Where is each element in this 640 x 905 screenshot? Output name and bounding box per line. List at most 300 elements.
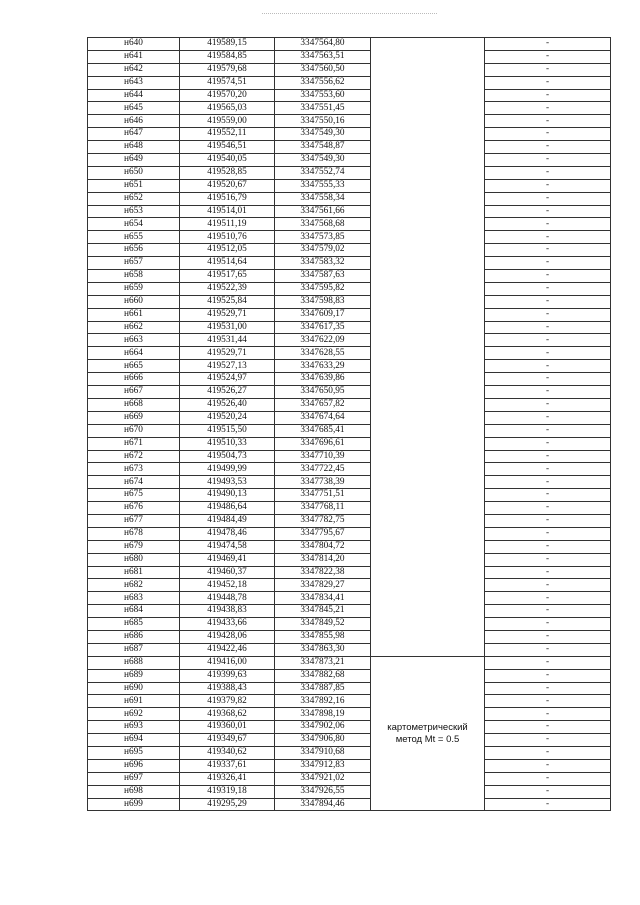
table-row [88,450,611,463]
table-row [88,553,611,566]
y-coordinate-cell: 3347563,51 [275,50,371,63]
note-cell: - [485,514,611,527]
y-coordinate-cell: 3347906,80 [275,734,371,747]
point-id-cell: н663 [88,334,180,347]
y-coordinate-cell: 3347598,83 [275,295,371,308]
table-row [88,398,611,411]
point-id-cell: н652 [88,192,180,205]
note-cell: - [485,373,611,386]
table-row [88,205,611,218]
point-id-cell: н660 [88,295,180,308]
point-id-cell: н658 [88,270,180,283]
point-id-cell: н680 [88,553,180,566]
y-coordinate-cell: 3347751,51 [275,489,371,502]
method-cell [371,38,485,657]
y-coordinate-cell: 3347738,39 [275,476,371,489]
table-row [88,669,611,682]
y-coordinate-cell: 3347834,41 [275,592,371,605]
note-cell: - [485,347,611,360]
table-row [88,540,611,553]
note-cell: - [485,579,611,592]
point-id-cell: н656 [88,244,180,257]
table-row [88,682,611,695]
note-cell: - [485,321,611,334]
note-cell: - [485,630,611,643]
point-id-cell: н683 [88,592,180,605]
note-cell: - [485,592,611,605]
note-cell: - [485,179,611,192]
point-id-cell: н678 [88,527,180,540]
point-id-cell: н643 [88,76,180,89]
table-row [88,618,611,631]
point-id-cell: н653 [88,205,180,218]
table-row [88,38,611,51]
x-coordinate-cell: 419511,19 [180,218,275,231]
point-id-cell: н675 [88,489,180,502]
x-coordinate-cell: 419529,71 [180,308,275,321]
y-coordinate-cell: 3347829,27 [275,579,371,592]
x-coordinate-cell: 419514,01 [180,205,275,218]
y-coordinate-cell: 3347628,55 [275,347,371,360]
table-row [88,231,611,244]
point-id-cell: н657 [88,257,180,270]
y-coordinate-cell: 3347898,19 [275,708,371,721]
point-id-cell: н677 [88,514,180,527]
point-id-cell: н671 [88,437,180,450]
table-row [88,759,611,772]
point-id-cell: н697 [88,772,180,785]
x-coordinate-cell: 419490,13 [180,489,275,502]
y-coordinate-cell: 3347595,82 [275,282,371,295]
y-coordinate-cell: 3347804,72 [275,540,371,553]
point-id-cell: н650 [88,166,180,179]
x-coordinate-cell: 419531,44 [180,334,275,347]
x-coordinate-cell: 419526,27 [180,386,275,399]
x-coordinate-cell: 419524,97 [180,373,275,386]
table-row [88,141,611,154]
table-row [88,605,611,618]
table-row [88,63,611,76]
point-id-cell: н644 [88,89,180,102]
table-row [88,373,611,386]
x-coordinate-cell: 419452,18 [180,579,275,592]
table-row [88,579,611,592]
y-coordinate-cell: 3347650,95 [275,386,371,399]
x-coordinate-cell: 419438,83 [180,605,275,618]
note-cell: - [485,605,611,618]
point-id-cell: н684 [88,605,180,618]
table-row [88,721,611,734]
y-coordinate-cell: 3347722,45 [275,463,371,476]
table-row [88,514,611,527]
table-row [88,76,611,89]
x-coordinate-cell: 419540,05 [180,154,275,167]
x-coordinate-cell: 419514,64 [180,257,275,270]
point-id-cell: н668 [88,398,180,411]
table-row [88,244,611,257]
table-row [88,798,611,811]
note-cell: - [485,334,611,347]
note-cell: - [485,231,611,244]
point-id-cell: н662 [88,321,180,334]
table-row [88,308,611,321]
point-id-cell: н665 [88,360,180,373]
y-coordinate-cell: 3347845,21 [275,605,371,618]
note-cell: - [485,553,611,566]
note-cell: - [485,695,611,708]
y-coordinate-cell: 3347887,85 [275,682,371,695]
y-coordinate-cell: 3347814,20 [275,553,371,566]
table-row [88,102,611,115]
x-coordinate-cell: 419388,43 [180,682,275,695]
point-id-cell: н642 [88,63,180,76]
table-row [88,257,611,270]
x-coordinate-cell: 419433,66 [180,618,275,631]
note-cell: - [485,437,611,450]
point-id-cell: н695 [88,746,180,759]
table-row [88,746,611,759]
y-coordinate-cell: 3347863,30 [275,643,371,656]
table-row [88,360,611,373]
x-coordinate-cell: 419565,03 [180,102,275,115]
point-id-cell: н646 [88,115,180,128]
point-id-cell: н696 [88,759,180,772]
point-id-cell: н698 [88,785,180,798]
table-row [88,166,611,179]
note-cell: - [485,746,611,759]
note-cell: - [485,669,611,682]
table-row [88,785,611,798]
y-coordinate-cell: 3347553,60 [275,89,371,102]
y-coordinate-cell: 3347685,41 [275,424,371,437]
y-coordinate-cell: 3347912,83 [275,759,371,772]
x-coordinate-cell: 419531,00 [180,321,275,334]
x-coordinate-cell: 419337,61 [180,759,275,772]
x-coordinate-cell: 419559,00 [180,115,275,128]
point-id-cell: н685 [88,618,180,631]
table-row [88,411,611,424]
y-coordinate-cell: 3347910,68 [275,746,371,759]
x-coordinate-cell: 419448,78 [180,592,275,605]
point-id-cell: н682 [88,579,180,592]
note-cell: - [485,734,611,747]
y-coordinate-cell: 3347873,21 [275,656,371,669]
x-coordinate-cell: 419528,85 [180,166,275,179]
x-coordinate-cell: 419360,01 [180,721,275,734]
table-row [88,592,611,605]
x-coordinate-cell: 419525,84 [180,295,275,308]
y-coordinate-cell: 3347579,02 [275,244,371,257]
point-id-cell: н669 [88,411,180,424]
y-coordinate-cell: 3347849,52 [275,618,371,631]
table-row [88,179,611,192]
point-id-cell: н648 [88,141,180,154]
table-row [88,566,611,579]
y-coordinate-cell: 3347609,17 [275,308,371,321]
note-cell: - [485,772,611,785]
y-coordinate-cell: 3347617,35 [275,321,371,334]
table-row [88,656,611,669]
x-coordinate-cell: 419579,68 [180,63,275,76]
note-cell: - [485,166,611,179]
y-coordinate-cell: 3347573,85 [275,231,371,244]
x-coordinate-cell: 419295,29 [180,798,275,811]
x-coordinate-cell: 419510,33 [180,437,275,450]
point-id-cell: н686 [88,630,180,643]
point-id-cell: н687 [88,643,180,656]
note-cell: - [485,450,611,463]
note-cell: - [485,257,611,270]
x-coordinate-cell: 419570,20 [180,89,275,102]
note-cell: - [485,502,611,515]
x-coordinate-cell: 419379,82 [180,695,275,708]
y-coordinate-cell: 3347550,16 [275,115,371,128]
note-cell: - [485,115,611,128]
note-cell: - [485,708,611,721]
note-cell: - [485,656,611,669]
note-cell: - [485,308,611,321]
x-coordinate-cell: 419460,37 [180,566,275,579]
x-coordinate-cell: 419510,76 [180,231,275,244]
table-row [88,734,611,747]
x-coordinate-cell: 419552,11 [180,128,275,141]
x-coordinate-cell: 419368,62 [180,708,275,721]
note-cell: - [485,141,611,154]
note-cell: - [485,63,611,76]
note-cell: - [485,759,611,772]
x-coordinate-cell: 419484,49 [180,514,275,527]
note-cell: - [485,244,611,257]
note-cell: - [485,798,611,811]
table-row [88,630,611,643]
point-id-cell: н645 [88,102,180,115]
table-row [88,424,611,437]
table-row [88,295,611,308]
x-coordinate-cell: 419469,41 [180,553,275,566]
point-id-cell: н661 [88,308,180,321]
point-id-cell: н640 [88,38,180,51]
note-cell: - [485,463,611,476]
point-id-cell: н672 [88,450,180,463]
note-cell: - [485,386,611,399]
y-coordinate-cell: 3347583,32 [275,257,371,270]
y-coordinate-cell: 3347564,80 [275,38,371,51]
note-cell: - [485,540,611,553]
x-coordinate-cell: 419529,71 [180,347,275,360]
y-coordinate-cell: 3347555,33 [275,179,371,192]
table-row [88,695,611,708]
y-coordinate-cell: 3347549,30 [275,154,371,167]
note-cell: - [485,38,611,51]
point-id-cell: н666 [88,373,180,386]
y-coordinate-cell: 3347561,66 [275,205,371,218]
y-coordinate-cell: 3347926,55 [275,785,371,798]
note-cell: - [485,192,611,205]
note-cell: - [485,682,611,695]
y-coordinate-cell: 3347568,68 [275,218,371,231]
y-coordinate-cell: 3347894,46 [275,798,371,811]
x-coordinate-cell: 419546,51 [180,141,275,154]
x-coordinate-cell: 419319,18 [180,785,275,798]
x-coordinate-cell: 419340,62 [180,746,275,759]
y-coordinate-cell: 3347882,68 [275,669,371,682]
y-coordinate-cell: 3347674,64 [275,411,371,424]
note-cell: - [485,424,611,437]
x-coordinate-cell: 419486,64 [180,502,275,515]
x-coordinate-cell: 419326,41 [180,772,275,785]
note-cell: - [485,154,611,167]
table-row [88,218,611,231]
point-id-cell: н641 [88,50,180,63]
table-row [88,321,611,334]
y-coordinate-cell: 3347587,63 [275,270,371,283]
x-coordinate-cell: 419526,40 [180,398,275,411]
x-coordinate-cell: 419399,63 [180,669,275,682]
y-coordinate-cell: 3347549,30 [275,128,371,141]
note-cell: - [485,76,611,89]
note-cell: - [485,218,611,231]
note-cell: - [485,411,611,424]
note-cell: - [485,50,611,63]
table-row [88,643,611,656]
point-id-cell: н667 [88,386,180,399]
table-row [88,115,611,128]
x-coordinate-cell: 419520,24 [180,411,275,424]
header-dotted-rule [262,13,437,14]
y-coordinate-cell: 3347696,61 [275,437,371,450]
table-row [88,476,611,489]
x-coordinate-cell: 419522,39 [180,282,275,295]
table-row [88,50,611,63]
point-id-cell: н647 [88,128,180,141]
table-row [88,128,611,141]
note-cell: - [485,398,611,411]
y-coordinate-cell: 3347552,74 [275,166,371,179]
note-cell: - [485,721,611,734]
note-cell: - [485,618,611,631]
table-row [88,270,611,283]
note-cell: - [485,270,611,283]
note-cell: - [485,295,611,308]
note-cell: - [485,360,611,373]
point-id-cell: н694 [88,734,180,747]
note-cell: - [485,643,611,656]
y-coordinate-cell: 3347548,87 [275,141,371,154]
point-id-cell: н690 [88,682,180,695]
point-id-cell: н692 [88,708,180,721]
point-id-cell: н691 [88,695,180,708]
method-cell [371,656,485,811]
table-row [88,772,611,785]
y-coordinate-cell: 3347551,45 [275,102,371,115]
table-row [88,154,611,167]
point-id-cell: н673 [88,463,180,476]
table-row [88,89,611,102]
table-row [88,192,611,205]
note-cell: - [485,527,611,540]
y-coordinate-cell: 3347560,50 [275,63,371,76]
x-coordinate-cell: 419428,06 [180,630,275,643]
point-id-cell: н664 [88,347,180,360]
y-coordinate-cell: 3347795,67 [275,527,371,540]
point-id-cell: н649 [88,154,180,167]
x-coordinate-cell: 419515,50 [180,424,275,437]
y-coordinate-cell: 3347768,11 [275,502,371,515]
x-coordinate-cell: 419516,79 [180,192,275,205]
table-row [88,386,611,399]
point-id-cell: н688 [88,656,180,669]
method-text: картометрический метод Mt = 0.5 [387,721,468,745]
boundary-points-table-body [88,38,611,811]
note-cell: - [485,205,611,218]
table-row [88,347,611,360]
x-coordinate-cell: 419416,00 [180,656,275,669]
note-cell: - [485,489,611,502]
table-row [88,527,611,540]
x-coordinate-cell: 419422,46 [180,643,275,656]
y-coordinate-cell: 3347892,16 [275,695,371,708]
x-coordinate-cell: 419517,65 [180,270,275,283]
y-coordinate-cell: 3347639,86 [275,373,371,386]
note-cell: - [485,282,611,295]
x-coordinate-cell: 419589,15 [180,38,275,51]
y-coordinate-cell: 3347921,02 [275,772,371,785]
y-coordinate-cell: 3347558,34 [275,192,371,205]
table-row [88,463,611,476]
table-row [88,708,611,721]
note-cell: - [485,785,611,798]
table-row [88,282,611,295]
x-coordinate-cell: 419499,99 [180,463,275,476]
y-coordinate-cell: 3347902,06 [275,721,371,734]
point-id-cell: н674 [88,476,180,489]
table-row [88,334,611,347]
y-coordinate-cell: 3347822,38 [275,566,371,579]
x-coordinate-cell: 419512,05 [180,244,275,257]
x-coordinate-cell: 419474,58 [180,540,275,553]
point-id-cell: н651 [88,179,180,192]
x-coordinate-cell: 419478,46 [180,527,275,540]
x-coordinate-cell: 419574,51 [180,76,275,89]
x-coordinate-cell: 419520,67 [180,179,275,192]
note-cell: - [485,566,611,579]
y-coordinate-cell: 3347710,39 [275,450,371,463]
note-cell: - [485,128,611,141]
point-id-cell: н679 [88,540,180,553]
note-cell: - [485,102,611,115]
x-coordinate-cell: 419349,67 [180,734,275,747]
y-coordinate-cell: 3347782,75 [275,514,371,527]
point-id-cell: н699 [88,798,180,811]
y-coordinate-cell: 3347556,62 [275,76,371,89]
point-id-cell: н655 [88,231,180,244]
note-cell: - [485,476,611,489]
point-id-cell: н689 [88,669,180,682]
y-coordinate-cell: 3347855,98 [275,630,371,643]
table-row [88,437,611,450]
boundary-points-table [87,37,611,811]
y-coordinate-cell: 3347622,09 [275,334,371,347]
point-id-cell: н681 [88,566,180,579]
point-id-cell: н659 [88,282,180,295]
x-coordinate-cell: 419527,13 [180,360,275,373]
table-row [88,489,611,502]
table-row [88,502,611,515]
point-id-cell: н693 [88,721,180,734]
y-coordinate-cell: 3347657,82 [275,398,371,411]
note-cell: - [485,89,611,102]
point-id-cell: н654 [88,218,180,231]
